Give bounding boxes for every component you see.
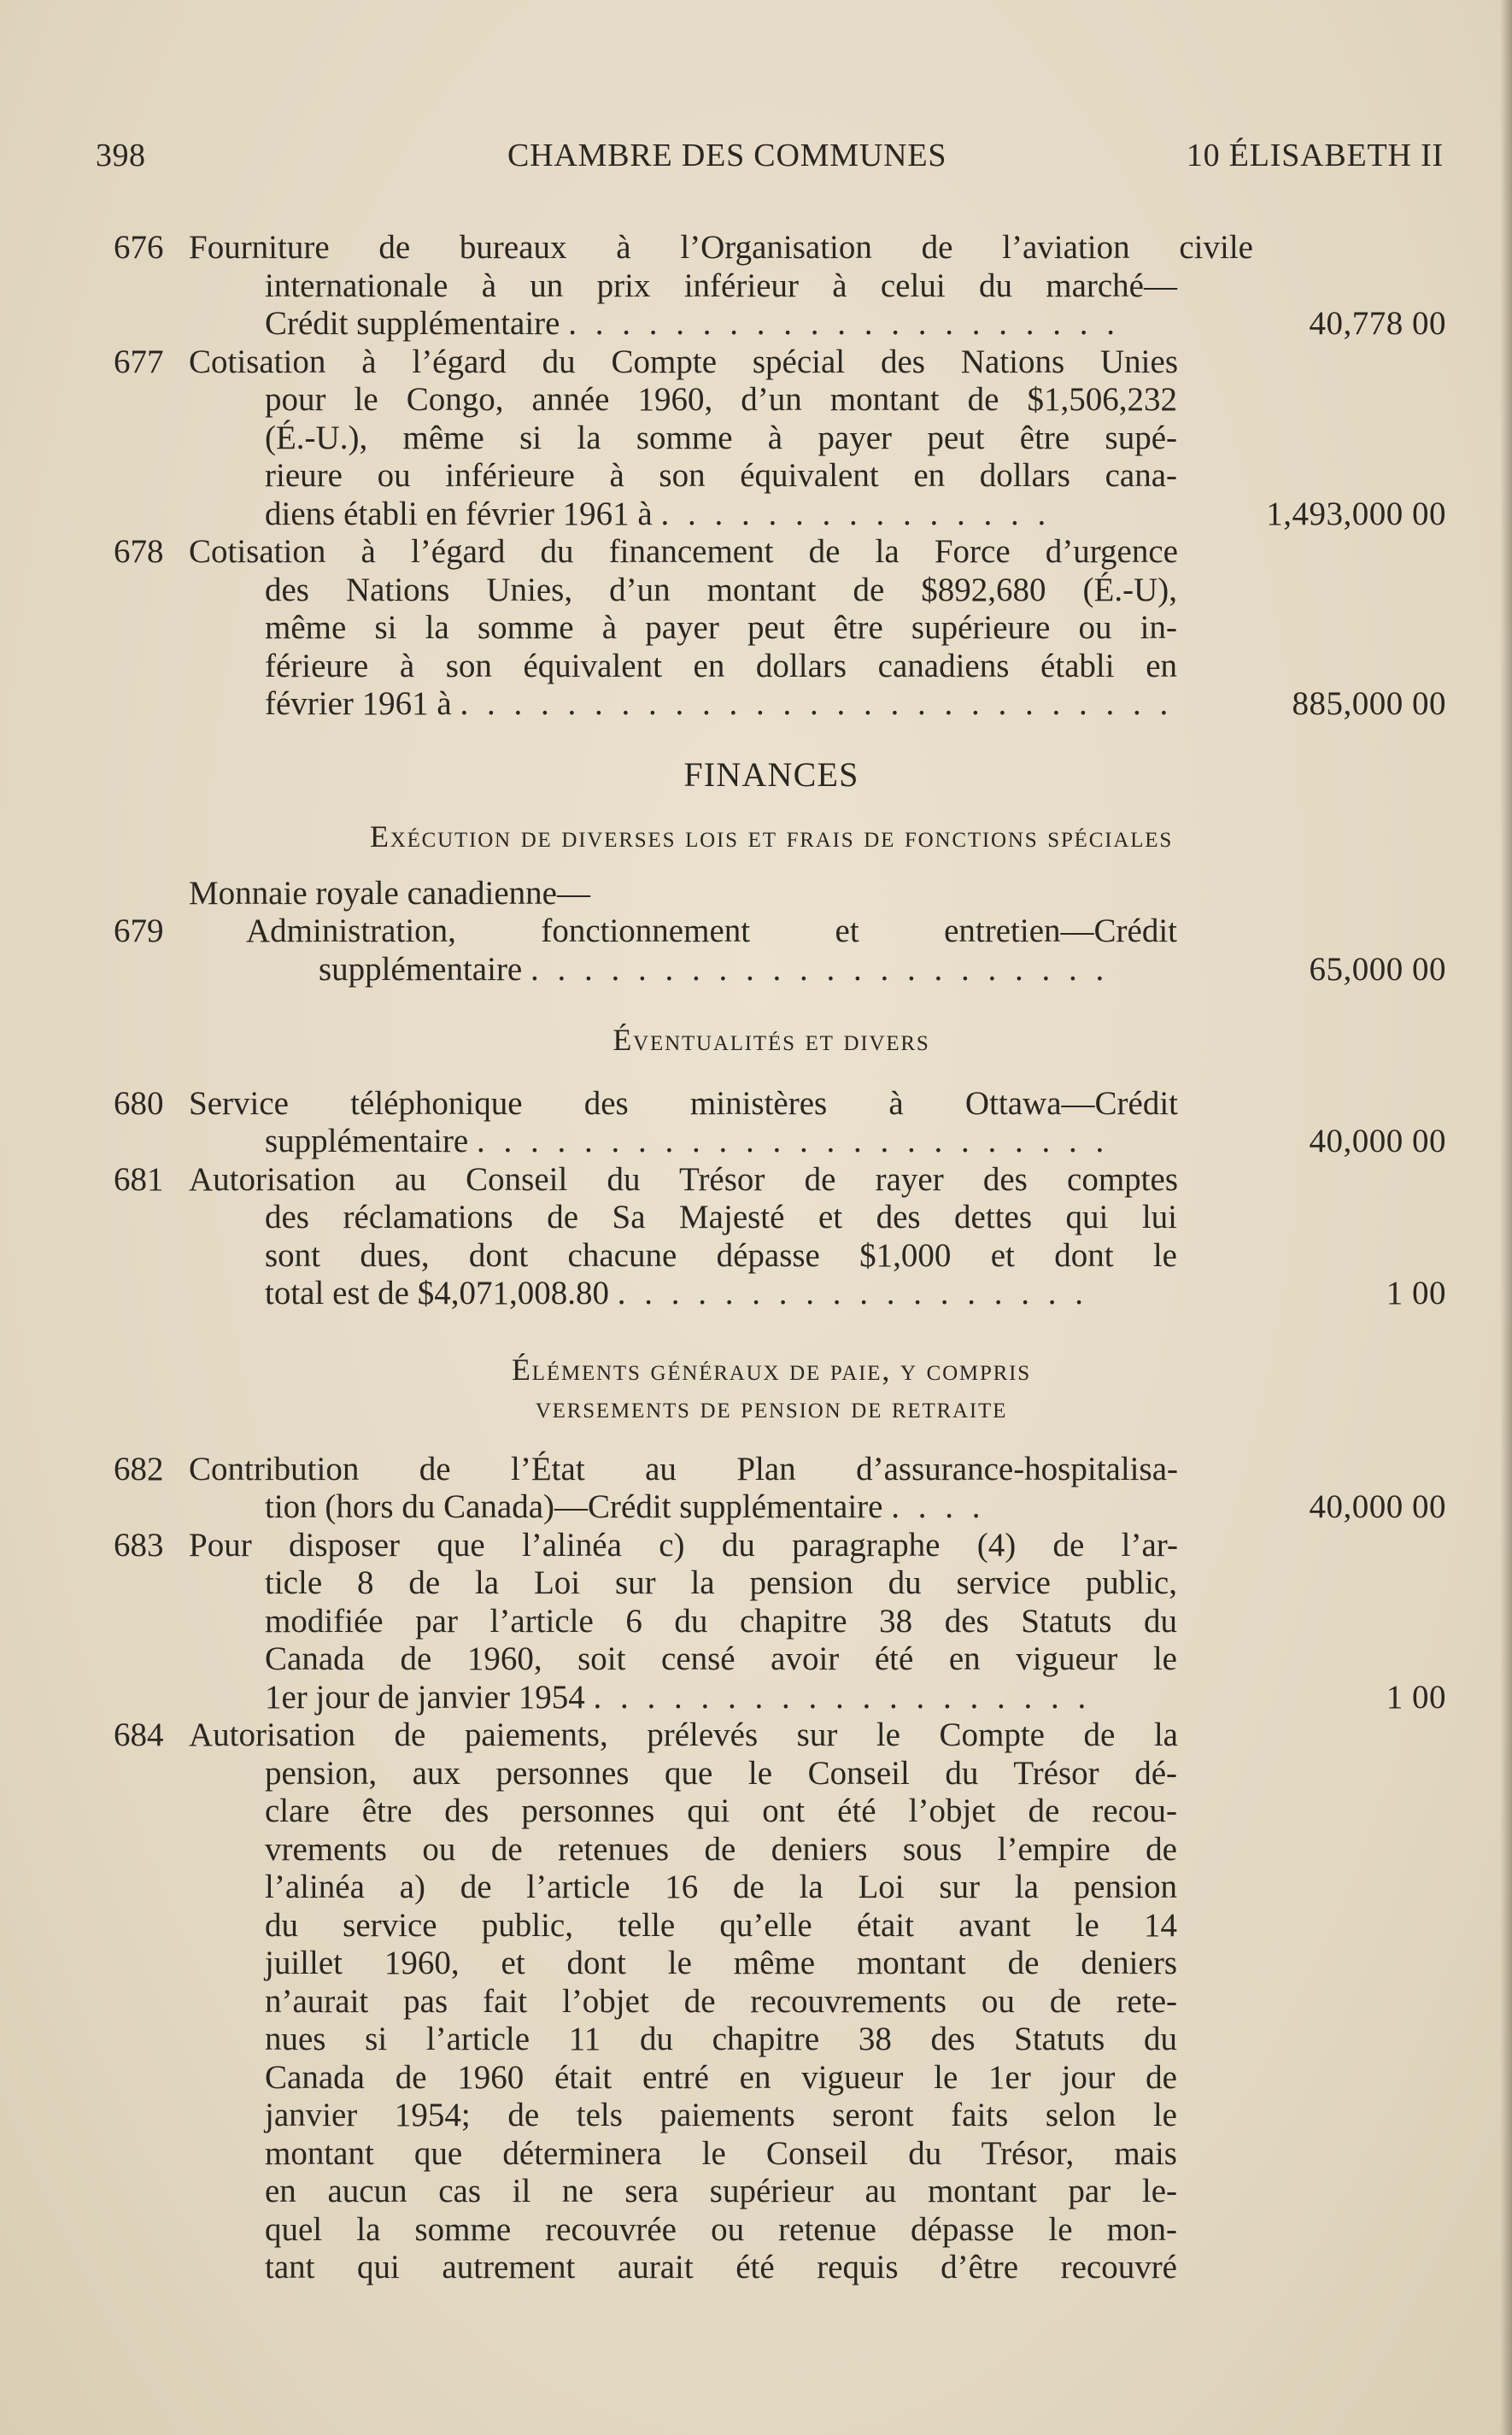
dot-leader: . . . . . . . . . . . . . . . . . . . . . . . . . . .	[460, 685, 1174, 722]
item-number: 677	[114, 343, 164, 380]
item-680	[114, 1085, 1446, 1161]
item-text-line: Service téléphonique des ministères à Ottawa—Crédit	[189, 1084, 1178, 1122]
item-text-line: Contribution de l’État au Plan d’assurance-hospitalisa-	[189, 1450, 1178, 1487]
item-text-line: janvier 1954; de tels paiements seront faits selon le	[265, 2097, 1177, 2133]
running-header	[96, 137, 1444, 179]
item-text-line: ticle 8 de la Loi sur la pension du service public,	[265, 1564, 1177, 1601]
subsection-heading: Éléments généraux de paie, y compris	[512, 1352, 1031, 1387]
item-number: 683	[114, 1526, 164, 1564]
item-number: 681	[114, 1160, 164, 1198]
item-683	[114, 1527, 1446, 1717]
item-number: 678	[114, 533, 164, 570]
subsection-heading: Exécution de diverses lois et frais de fonctions spéciales	[369, 819, 1174, 854]
item-text-line: l’alinéa a) de l’article 16 de la Loi sur la pension	[265, 1869, 1177, 1905]
item-676	[114, 229, 1446, 343]
item-682	[114, 1451, 1446, 1527]
item-text-line: quel la somme recouvrée ou retenue dépasse le mon-	[265, 2210, 1177, 2248]
item-text-line: Canada de 1960, soit censé avoir été en vigueur le	[265, 1640, 1177, 1677]
amount: 1 00	[1386, 1275, 1446, 1311]
item-text-line: montant que déterminera le Conseil du Trésor, mais	[265, 2134, 1177, 2172]
amount: 65,000 00	[1309, 950, 1446, 988]
dot-leader: . . . . . . . . . . . . . . . . . . . . . .	[530, 950, 1110, 988]
item-text-line: supplémentaire	[319, 950, 523, 988]
header-title: CHAMBRE DES COMMUNES	[507, 138, 947, 173]
item-text-line: pension, aux personnes que le Conseil du Trésor dé-	[265, 1754, 1177, 1792]
subsection-heading: Éventualités et divers	[612, 1023, 930, 1057]
item-678	[114, 533, 1446, 724]
page-edge-shadow	[1500, 0, 1512, 2435]
item-text-line: Pour disposer que l’alinéa c) du paragraphe (4) de l’ar-	[189, 1526, 1178, 1564]
item-text-line: vrements ou de retenues de deniers sous l’empire de	[265, 1830, 1177, 1868]
item-text-line: juillet 1960, et dont le même montant de deniers	[265, 1945, 1177, 1981]
item-text-line: Canada de 1960 était entré en vigueur le 1er jour de	[265, 2058, 1177, 2096]
item-text-line: supplémentaire	[265, 1123, 469, 1159]
amount: 885,000 00	[1292, 685, 1446, 722]
item-text-line: tion (hors du Canada)—Crédit supplémentaire	[265, 1488, 883, 1525]
item-677	[114, 343, 1446, 534]
item-text-line: Fourniture de bureaux à l’Organisation de l’aviation civile	[189, 229, 1253, 266]
item-text-line: en aucun cas il ne sera supérieur au montant par le-	[265, 2173, 1177, 2209]
item-text-line: (É.-U.), même si la somme à payer peut être supé-	[265, 419, 1177, 456]
section-heading: FINANCES	[683, 754, 859, 794]
item-text-line: rieure ou inférieure à son équivalent en dollars cana-	[265, 457, 1177, 494]
item-group-label: Monnaie royale canadienne—	[189, 874, 590, 912]
dot-leader: . . . .	[891, 1488, 986, 1525]
dot-leader: . . . . . . . . . . . . . . . . . . . . .	[568, 305, 1120, 342]
item-text-line: 1er jour de janvier 1954	[265, 1678, 585, 1716]
item-text-line: férieure à son équivalent en dollars canadiens établi en	[265, 647, 1177, 684]
page-number: 398	[96, 138, 146, 173]
item-text-line: Administration, fonctionnement et entretien—Crédit	[246, 912, 1177, 949]
item-number: 680	[114, 1084, 164, 1122]
dot-leader: . . . . . . . . . . . . . . . . . .	[617, 1275, 1088, 1311]
subsection-heading: versements de pension de retraite	[535, 1390, 1008, 1424]
item-text-line: Autorisation de paiements, prélevés sur le Compte de la	[189, 1716, 1178, 1753]
document-body	[114, 229, 1446, 2287]
dot-leader: . . . . . . . . . . . . . . .	[660, 495, 1052, 532]
amount: 40,000 00	[1309, 1123, 1446, 1159]
item-text-line: pour le Congo, année 1960, d’un montant de $1,506,232	[265, 381, 1177, 418]
item-text-line: internationale à un prix inférieur à celui du marché—	[265, 267, 1177, 304]
amount: 40,000 00	[1309, 1488, 1446, 1525]
item-text-line: février 1961 à	[265, 685, 452, 722]
item-text-line: n’aurait pas fait l’objet de recouvrements ou de rete-	[265, 1982, 1177, 2020]
amount: 1 00	[1386, 1678, 1446, 1716]
header-reign: 10 ÉLISABETH II	[1186, 138, 1444, 173]
item-text-line: du service public, telle qu’elle était avant le 14	[265, 1906, 1177, 1944]
item-679	[114, 875, 1446, 989]
item-number: 679	[114, 912, 164, 949]
item-681	[114, 1161, 1446, 1313]
item-684	[114, 1716, 1446, 2287]
dot-leader: . . . . . . . . . . . . . . . . . . .	[593, 1678, 1092, 1716]
item-text-line: Crédit supplémentaire	[265, 305, 560, 342]
item-text-line: même si la somme à payer peut être supérieure ou in-	[265, 609, 1177, 646]
dot-leader: . . . . . . . . . . . . . . . . . . . . . . . .	[477, 1123, 1110, 1159]
item-number: 676	[114, 229, 164, 266]
item-text-line: clare être des personnes qui ont été l’objet de recou-	[265, 1793, 1177, 1829]
item-text-line: sont dues, dont chacune dépasse $1,000 et dont le	[265, 1236, 1177, 1274]
item-number: 682	[114, 1450, 164, 1487]
item-text-line: modifiée par l’article 6 du chapitre 38 des Statuts du	[265, 1602, 1177, 1640]
amount: 1,493,000 00	[1266, 495, 1446, 532]
item-text-line: total est de $4,071,008.80	[265, 1275, 609, 1311]
item-number: 684	[114, 1716, 164, 1753]
item-text-line: Cotisation à l’égard du Compte spécial des Nations Unies	[189, 343, 1178, 380]
item-text-line: diens établi en février 1961 à	[265, 495, 653, 532]
item-text-line: des réclamations de Sa Majesté et des dettes qui lui	[265, 1199, 1177, 1235]
item-text-line: des Nations Unies, d’un montant de $892,680 (É.-U),	[265, 571, 1177, 608]
item-text-line: Autorisation au Conseil du Trésor de rayer des comptes	[189, 1160, 1178, 1198]
item-text-line: nues si l’article 11 du chapitre 38 des Statuts du	[265, 2021, 1177, 2057]
item-text-line: tant qui autrement aurait été requis d’être recouvré	[265, 2249, 1177, 2285]
item-text-line: Cotisation à l’égard du financement de la Force d’urgence	[189, 533, 1178, 570]
amount: 40,778 00	[1309, 305, 1446, 342]
